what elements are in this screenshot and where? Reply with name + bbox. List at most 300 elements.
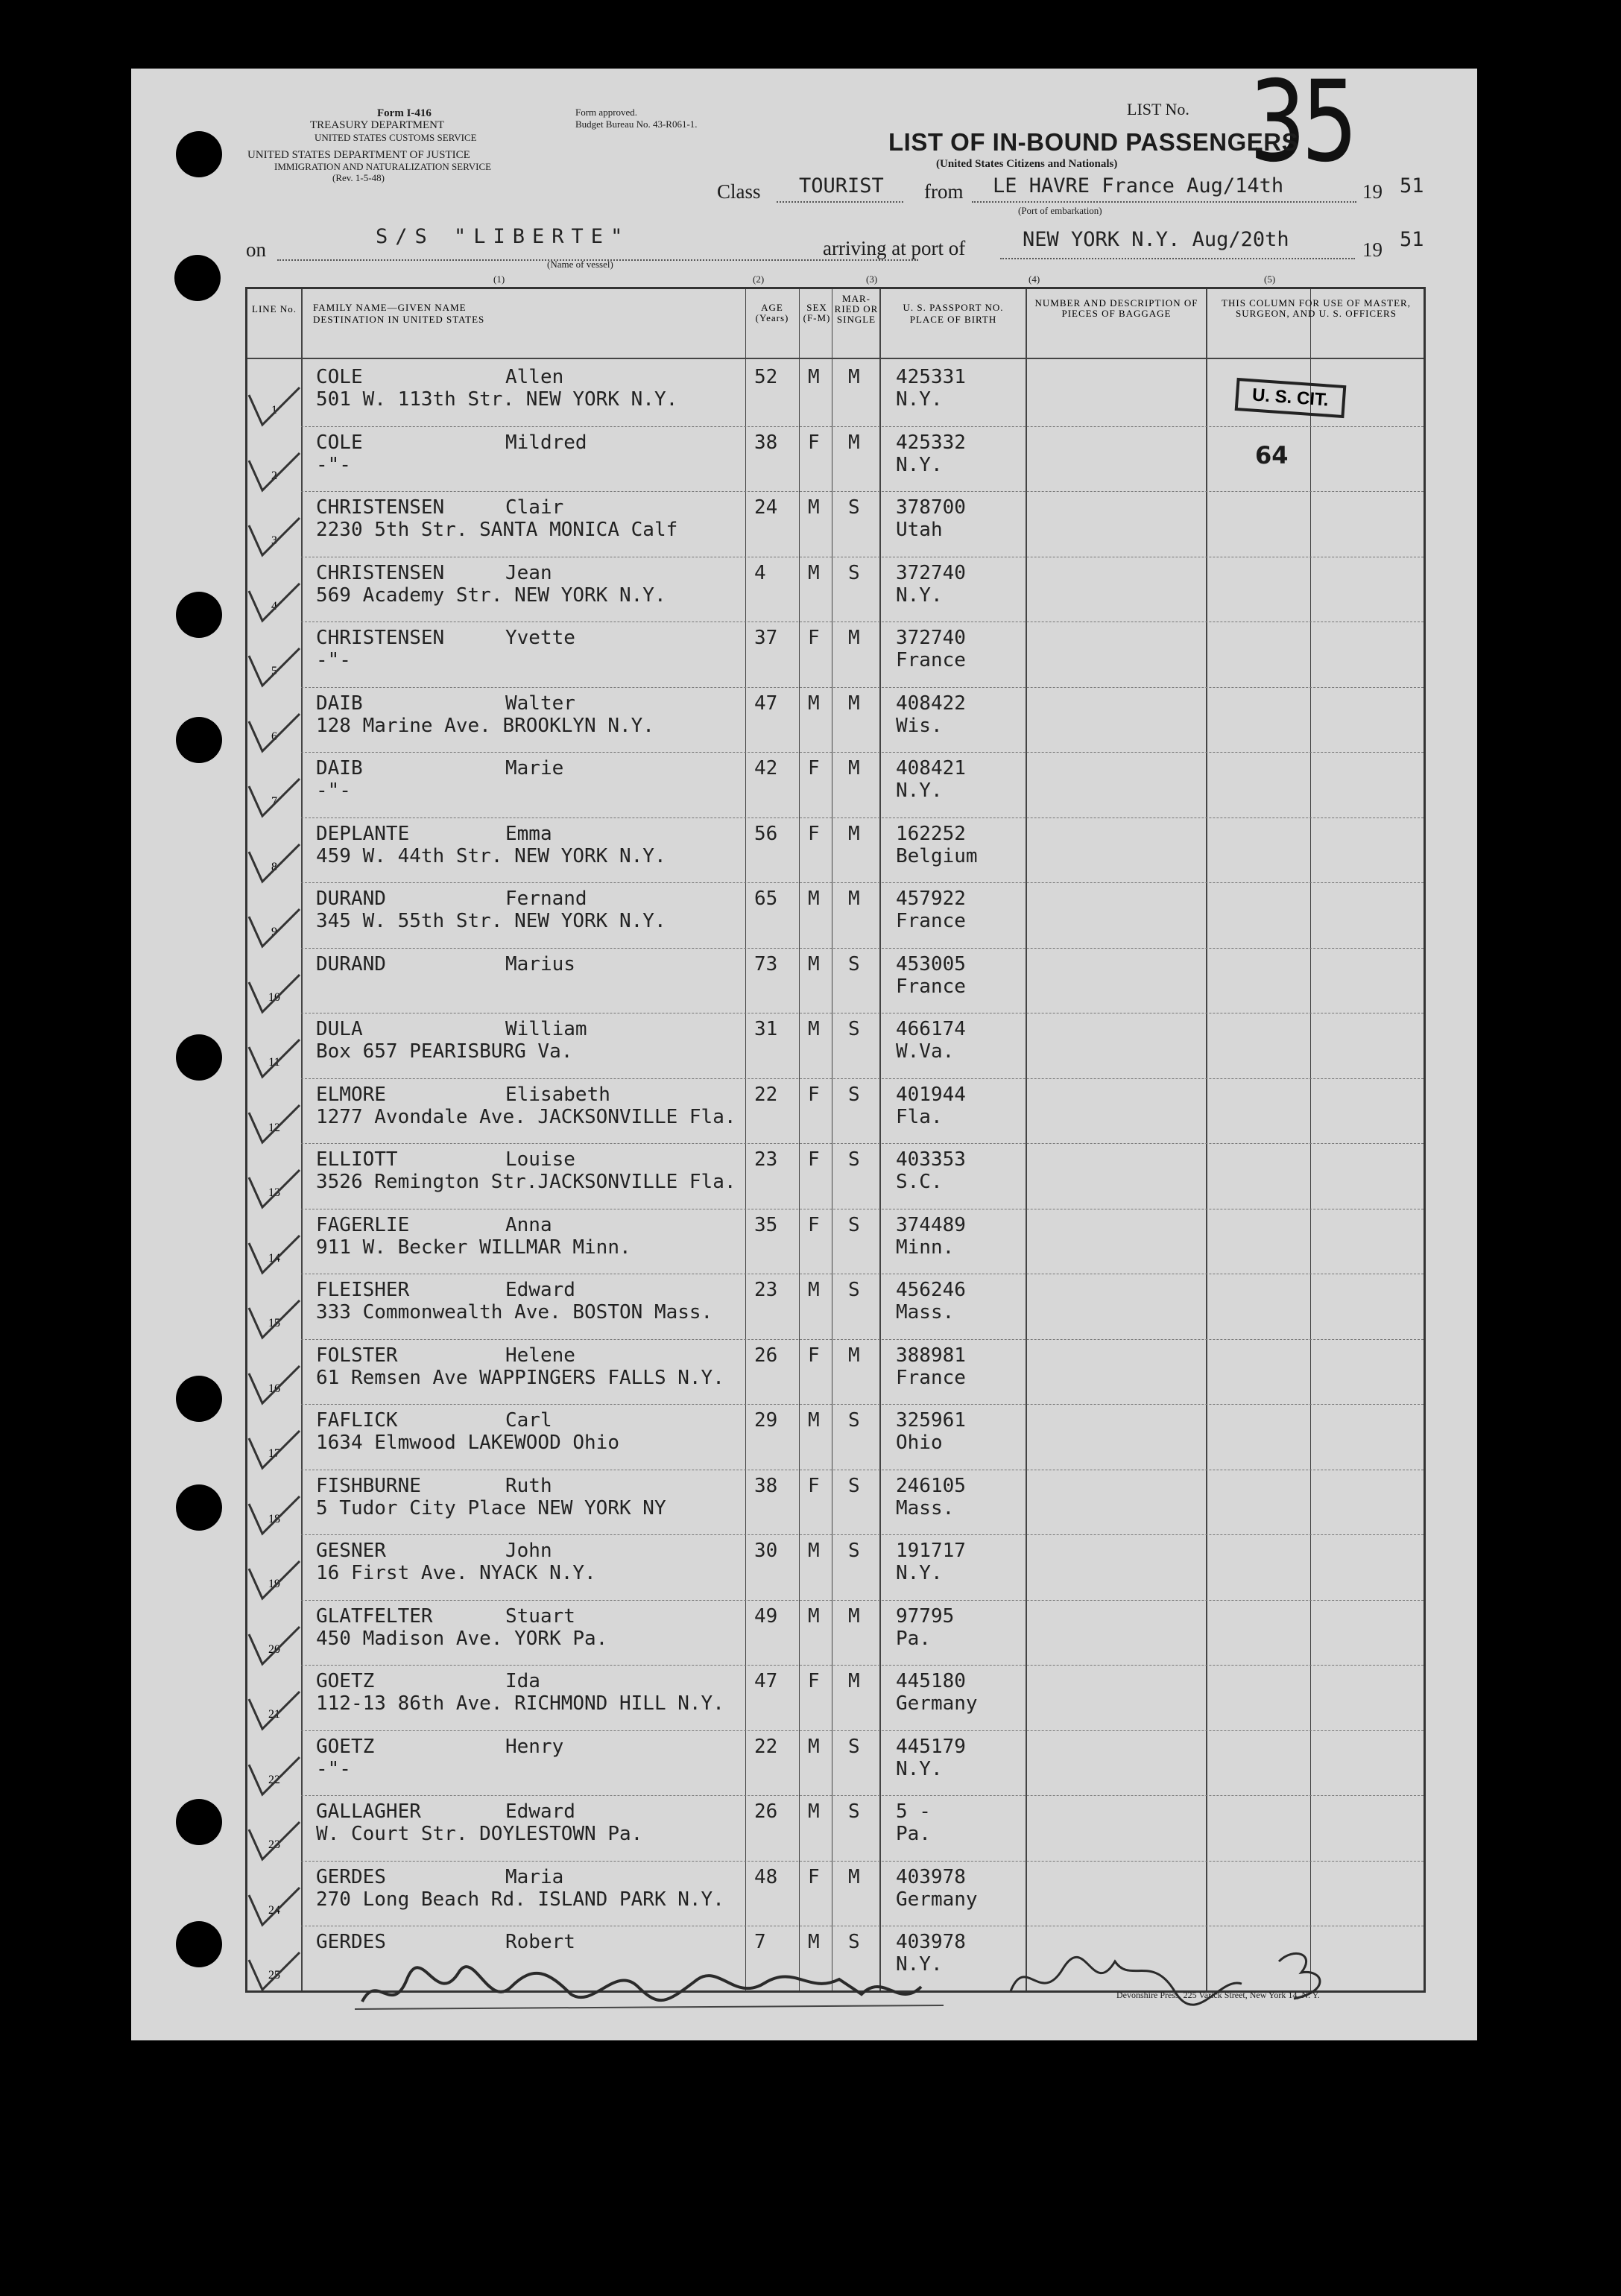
passenger-given: Ida [505, 1670, 540, 1692]
passenger-ms: S [848, 496, 860, 519]
check-mark-icon [243, 699, 303, 759]
passenger-ms: S [848, 1148, 860, 1171]
passenger-ms: M [848, 757, 860, 779]
passenger-birth: France [896, 975, 966, 998]
passenger-given: Robert [505, 1931, 575, 1953]
passenger-dest: 501 W. 113th Str. NEW YORK N.Y. [316, 388, 678, 411]
passenger-birth: N.Y. [896, 779, 943, 802]
line-number: 14 [268, 1251, 280, 1265]
passenger-dest: Box 657 PEARISBURG Va. [316, 1040, 573, 1063]
passenger-given: Carl [505, 1409, 552, 1432]
passenger-family: DULA [316, 1018, 363, 1040]
passenger-sex: M [808, 952, 820, 975]
passenger-dest: 450 Madison Ave. YORK Pa. [316, 1627, 608, 1650]
passenger-family: DURAND [316, 952, 386, 975]
passenger-birth: Wis. [896, 714, 943, 737]
passenger-sex: F [808, 757, 820, 779]
passenger-passport: 408421 [896, 757, 966, 779]
document-subtitle: (United States Citizens and Nationals) [936, 158, 1118, 170]
passenger-age: 42 [754, 757, 778, 779]
binder-hole [176, 131, 222, 177]
passenger-birth: N.Y. [896, 1953, 943, 1976]
col-number-5: (5) [1264, 273, 1276, 285]
check-mark-icon [243, 569, 303, 628]
passenger-ms: S [848, 1018, 860, 1040]
line-number: 17 [268, 1447, 280, 1460]
passenger-table [245, 287, 1426, 1993]
line-number: 25 [268, 1969, 280, 1982]
passenger-passport: 453005 [896, 952, 966, 975]
passenger-passport: 466174 [896, 1018, 966, 1040]
passenger-ms: M [848, 822, 860, 845]
check-mark-icon [243, 503, 303, 563]
passenger-passport: 403978 [896, 1931, 966, 1953]
passenger-given: Anna [505, 1213, 552, 1236]
from-value: LE HAVRE France Aug/14th [993, 174, 1284, 197]
passenger-sex: M [808, 1604, 820, 1628]
check-mark-icon [243, 1285, 303, 1345]
passenger-passport: 425332 [896, 431, 966, 454]
binder-hole [176, 1376, 222, 1422]
passenger-birth: N.Y. [896, 453, 943, 476]
passenger-given: John [505, 1540, 552, 1562]
passenger-sex: M [808, 1540, 820, 1562]
passenger-dest: 459 W. 44th Str. NEW YORK N.Y. [316, 844, 666, 867]
col-head-name: FAMILY NAME—GIVEN NAME [313, 302, 467, 313]
passenger-dest: 3526 Remington Str.JACKSONVILLE Fla. [316, 1171, 736, 1193]
passenger-ms: M [848, 1604, 860, 1628]
passenger-sex: F [808, 1083, 820, 1106]
passenger-family: FAFLICK [316, 1409, 398, 1432]
passenger-given: Stuart [505, 1604, 575, 1628]
passenger-ms: S [848, 1083, 860, 1106]
budget-bureau: Budget Bureau No. 43-R061-1. [575, 118, 698, 130]
passenger-ms: S [848, 1540, 860, 1562]
passenger-sex: M [808, 1931, 820, 1953]
passenger-passport: 456246 [896, 1279, 966, 1301]
passenger-age: 29 [754, 1409, 778, 1432]
passenger-ms: S [848, 1931, 860, 1953]
passenger-passport: 408422 [896, 692, 966, 715]
passenger-birth: Germany [896, 1692, 978, 1715]
passenger-family: GESNER [316, 1540, 386, 1562]
passenger-ms: M [848, 1865, 860, 1888]
passenger-age: 48 [754, 1865, 778, 1888]
passenger-birth: France [896, 1366, 966, 1389]
col-head-birth: PLACE OF BIRTH [909, 314, 997, 325]
passenger-sex: F [808, 1670, 820, 1692]
col-head-destination: DESTINATION IN UNITED STATES [313, 314, 485, 325]
passenger-birth: Germany [896, 1888, 978, 1911]
list-no-label: LIST No. [1127, 100, 1189, 118]
passenger-family: GOETZ [316, 1670, 375, 1692]
binder-hole [174, 255, 221, 301]
check-mark-icon [243, 1938, 303, 1997]
passenger-sex: F [808, 1148, 820, 1171]
document-title: LIST OF IN-BOUND PASSENGERS [888, 128, 1299, 156]
passenger-sex: M [808, 1018, 820, 1040]
col-head-line: LINE No. [252, 303, 297, 314]
check-mark-icon [243, 1416, 303, 1476]
passenger-age: 7 [754, 1931, 766, 1953]
passenger-sex: F [808, 627, 820, 649]
passenger-sex: M [808, 1800, 820, 1823]
passenger-birth: Pa. [896, 1627, 931, 1650]
passenger-dest: 128 Marine Ave. BROOKLYN N.Y. [316, 714, 654, 737]
year-1: 51 [1400, 174, 1424, 197]
line-number: 15 [268, 1317, 280, 1329]
year-2: 51 [1400, 228, 1424, 251]
passenger-dest: 1634 Elmwood LAKEWOOD Ohio [316, 1432, 619, 1454]
passenger-family: CHRISTENSEN [316, 496, 445, 519]
passenger-dest: -"- [316, 649, 351, 671]
check-mark-icon [243, 633, 303, 693]
passenger-birth: N.Y. [896, 1757, 943, 1780]
passenger-dest: -"- [316, 453, 351, 476]
passenger-dest: 61 Remsen Ave WAPPINGERS FALLS N.Y. [316, 1366, 724, 1389]
passenger-passport: 403353 [896, 1148, 966, 1171]
passenger-passport: 372740 [896, 561, 966, 584]
passenger-ms: S [848, 1735, 860, 1758]
passenger-family: GLATFELTER [316, 1604, 433, 1628]
check-mark-icon [243, 1807, 303, 1867]
line-number: 11 [268, 1056, 280, 1069]
passenger-age: 4 [754, 561, 766, 584]
customs-service: UNITED STATES CUSTOMS SERVICE [315, 132, 477, 143]
check-mark-icon [243, 894, 303, 954]
passenger-age: 65 [754, 888, 778, 910]
passenger-birth: Pa. [896, 1823, 931, 1845]
line-number: 9 [271, 926, 277, 938]
form-revision: (Rev. 1-5-48) [332, 172, 385, 183]
passenger-given: Yvette [505, 627, 575, 649]
passenger-family: DAIB [316, 757, 363, 779]
passenger-family: FOLSTER [316, 1344, 398, 1367]
initials-scribble [996, 1939, 1353, 2014]
col-head-married: MAR-RIED OR SINGLE [834, 293, 879, 325]
passenger-given: Edward [505, 1800, 575, 1823]
check-mark-icon [243, 960, 303, 1019]
line-number: 24 [268, 1903, 280, 1917]
passenger-dest: 569 Academy Str. NEW YORK N.Y. [316, 584, 666, 607]
passenger-given: Marius [505, 952, 575, 975]
passenger-age: 35 [754, 1213, 778, 1236]
passenger-sex: M [808, 1279, 820, 1301]
passenger-birth: Fla. [896, 1105, 943, 1128]
line-number: 13 [268, 1186, 280, 1199]
passenger-age: 24 [754, 496, 778, 519]
passenger-sex: F [808, 1474, 820, 1497]
passenger-age: 38 [754, 431, 778, 454]
ins-service: IMMIGRATION AND NATURALIZATION SERVICE [274, 161, 492, 172]
passenger-passport: 378700 [896, 496, 966, 519]
passenger-passport: 5 - [896, 1800, 931, 1823]
binder-hole [176, 717, 222, 763]
passenger-given: Maria [505, 1865, 564, 1888]
passenger-family: CHRISTENSEN [316, 561, 445, 584]
passenger-ms: S [848, 1279, 860, 1301]
passenger-ms: S [848, 1800, 860, 1823]
check-mark-icon [243, 1481, 303, 1541]
passenger-sex: M [808, 1735, 820, 1758]
line-number: 10 [268, 990, 280, 1004]
passenger-birth: Minn. [896, 1236, 955, 1259]
printer-footer: Devonshire Press, 225 Varick Street, New York 14, N. Y. [1116, 1990, 1320, 2000]
line-number: 3 [271, 534, 277, 547]
passenger-birth: N.Y. [896, 584, 943, 607]
passenger-birth: France [896, 649, 966, 671]
passenger-dest: 112-13 86th Ave. RICHMOND HILL N.Y. [316, 1692, 724, 1715]
on-label: on [246, 238, 266, 261]
passenger-ms: S [848, 561, 860, 584]
passenger-given: Edward [505, 1279, 575, 1301]
passenger-ms: S [848, 1474, 860, 1497]
col-head-sex: SEX (F-M) [803, 302, 831, 323]
passenger-age: 49 [754, 1604, 778, 1628]
form-number: Form I-416 [377, 107, 432, 119]
passenger-given: Helene [505, 1344, 575, 1367]
check-mark-icon [243, 1677, 303, 1736]
form-approved: Form approved. [575, 107, 638, 118]
line-number: 2 [271, 469, 277, 482]
passenger-given: Henry [505, 1735, 564, 1758]
line-number: 4 [271, 599, 277, 613]
col-head-baggage: NUMBER AND DESCRIPTION OF PIECES OF BAGGAGE [1034, 297, 1198, 319]
officer-note: 64 [1255, 441, 1289, 469]
binder-hole [176, 1799, 222, 1845]
arriving-label: arriving at port of [823, 237, 966, 259]
passenger-passport: 457922 [896, 888, 966, 910]
passenger-passport: 374489 [896, 1213, 966, 1236]
line-number: 20 [268, 1642, 280, 1656]
check-mark-icon [243, 1155, 303, 1215]
passenger-passport: 445179 [896, 1735, 966, 1758]
passenger-sex: M [808, 888, 820, 910]
passenger-age: 47 [754, 692, 778, 715]
passenger-birth: Ohio [896, 1432, 943, 1454]
year-prefix-2: 19 [1362, 238, 1383, 261]
passenger-dest: 2230 5th Str. SANTA MONICA Calf [316, 519, 678, 541]
passenger-dest: 270 Long Beach Rd. ISLAND PARK N.Y. [316, 1888, 724, 1911]
line-number: 8 [271, 860, 277, 873]
list-number-handwritten: 35 [1249, 57, 1353, 187]
passenger-ms: S [848, 1409, 860, 1432]
check-mark-icon [243, 1742, 303, 1802]
binder-hole [176, 592, 222, 638]
passenger-ms: M [848, 888, 860, 910]
passenger-sex: M [808, 561, 820, 584]
vessel-name: S/S "LIBERTE" [376, 225, 631, 248]
check-mark-icon [243, 1351, 303, 1411]
passenger-passport: 445180 [896, 1670, 966, 1692]
line-number: 19 [268, 1578, 280, 1590]
passenger-age: 22 [754, 1735, 778, 1758]
col-number-4: (4) [1028, 273, 1040, 285]
passenger-given: William [505, 1018, 587, 1040]
passenger-family: ELLIOTT [316, 1148, 398, 1171]
binder-hole [176, 1484, 222, 1531]
treasury-dept: TREASURY DEPARTMENT [310, 119, 445, 131]
passenger-birth: France [896, 910, 966, 932]
passenger-family: DEPLANTE [316, 822, 410, 845]
passenger-passport: 425331 [896, 366, 966, 388]
line-number: 21 [268, 1708, 280, 1721]
passenger-dest: 345 W. 55th Str. NEW YORK N.Y. [316, 910, 666, 932]
col-head-officers: THIS COLUMN FOR USE OF MASTER, SURGEON, AND U. S. OFFICERS [1222, 297, 1411, 319]
check-mark-icon [243, 1025, 303, 1084]
passenger-sex: F [808, 822, 820, 845]
check-mark-icon [243, 1090, 303, 1150]
arriving-value: NEW YORK N.Y. Aug/20th [1023, 228, 1289, 251]
class-value: TOURIST [799, 174, 884, 197]
passenger-birth: Mass. [896, 1301, 955, 1323]
passenger-ms: S [848, 952, 860, 975]
col-head-age: AGE (Years) [755, 302, 789, 323]
passenger-given: Jean [505, 561, 552, 584]
passenger-passport: 97795 [896, 1604, 955, 1628]
check-mark-icon [243, 1612, 303, 1672]
col-head-passport: U. S. PASSPORT NO. [903, 302, 1004, 313]
officer-signature [347, 1942, 1033, 2024]
passenger-age: 22 [754, 1083, 778, 1106]
passenger-family: GALLAGHER [316, 1800, 421, 1823]
passenger-given: Walter [505, 692, 575, 715]
line-number: 7 [271, 795, 277, 808]
passenger-passport: 403978 [896, 1865, 966, 1888]
passenger-ms: M [848, 431, 860, 454]
passenger-birth: Utah [896, 519, 943, 541]
passenger-ms: M [848, 1670, 860, 1692]
passenger-birth: N.Y. [896, 388, 943, 411]
passenger-sex: F [808, 431, 820, 454]
check-mark-icon [243, 438, 303, 498]
check-mark-icon [243, 764, 303, 823]
passenger-dest: 16 First Ave. NYACK N.Y. [316, 1562, 596, 1584]
passenger-age: 56 [754, 822, 778, 845]
line-number: 16 [268, 1382, 280, 1395]
justice-dept: UNITED STATES DEPARTMENT OF JUSTICE [247, 149, 470, 161]
passenger-passport: 325961 [896, 1409, 966, 1432]
passenger-birth: Mass. [896, 1496, 955, 1519]
line-number: 22 [268, 1773, 280, 1786]
passenger-age: 38 [754, 1474, 778, 1497]
passenger-passport: 372740 [896, 627, 966, 649]
passenger-given: Ruth [505, 1474, 552, 1497]
passenger-age: 26 [754, 1344, 778, 1367]
passenger-age: 73 [754, 952, 778, 975]
passenger-sex: F [808, 1865, 820, 1888]
passenger-ms: M [848, 1344, 860, 1367]
col-number-1: (1) [493, 273, 505, 285]
passenger-given: Louise [505, 1148, 575, 1171]
passenger-dest: 911 W. Becker WILLMAR Minn. [316, 1236, 631, 1259]
passenger-dest: -"- [316, 779, 351, 802]
passenger-family: GOETZ [316, 1735, 375, 1758]
passenger-sex: M [808, 366, 820, 388]
check-mark-icon [243, 1873, 303, 1932]
line-number: 6 [271, 730, 277, 743]
passenger-dest: -"- [316, 1757, 351, 1780]
passenger-given: Clair [505, 496, 564, 519]
passenger-family: FAGERLIE [316, 1213, 410, 1236]
passenger-sex: M [808, 692, 820, 715]
passenger-sex: M [808, 496, 820, 519]
line-number: 12 [268, 1121, 280, 1134]
passenger-age: 26 [754, 1800, 778, 1823]
passenger-given: Mildred [505, 431, 587, 454]
passenger-dest: W. Court Str. DOYLESTOWN Pa. [316, 1823, 643, 1845]
passenger-given: Fernand [505, 888, 587, 910]
passenger-ms: M [848, 366, 860, 388]
line-number: 23 [268, 1838, 280, 1851]
passenger-age: 52 [754, 366, 778, 388]
check-mark-icon [243, 1546, 303, 1606]
passenger-birth: N.Y. [896, 1562, 943, 1584]
binder-hole [176, 1034, 222, 1081]
passenger-dest: 1277 Avondale Ave. JACKSONVILLE Fla. [316, 1105, 736, 1128]
passenger-passport: 401944 [896, 1083, 966, 1106]
check-mark-icon [243, 373, 303, 432]
passenger-passport: 388981 [896, 1344, 966, 1367]
passenger-family: FLEISHER [316, 1279, 410, 1301]
col-number-3: (3) [866, 273, 878, 285]
passenger-age: 47 [754, 1670, 778, 1692]
line-number: 1 [271, 404, 277, 417]
line-number: 5 [271, 665, 277, 677]
passenger-ms: S [848, 1213, 860, 1236]
year-prefix-1: 19 [1362, 180, 1383, 203]
passenger-dest: 333 Commonwealth Ave. BOSTON Mass. [316, 1301, 713, 1323]
passenger-given: Allen [505, 366, 564, 388]
passenger-family: CHRISTENSEN [316, 627, 445, 649]
passenger-sex: M [808, 1409, 820, 1432]
passenger-sex: F [808, 1344, 820, 1367]
passenger-ms: M [848, 627, 860, 649]
passenger-passport: 162252 [896, 822, 966, 845]
passenger-family: DAIB [316, 692, 363, 715]
passenger-dest: 5 Tudor City Place NEW YORK NY [316, 1496, 666, 1519]
passenger-family: ELMORE [316, 1083, 386, 1106]
check-mark-icon [243, 1221, 303, 1280]
passenger-age: 23 [754, 1148, 778, 1171]
passenger-age: 23 [754, 1279, 778, 1301]
passenger-family: COLE [316, 366, 363, 388]
passenger-given: Emma [505, 822, 552, 845]
line-number: 18 [268, 1512, 280, 1525]
class-label: Class [717, 180, 761, 203]
passenger-family: GERDES [316, 1865, 386, 1888]
passenger-age: 30 [754, 1540, 778, 1562]
document-page [131, 57, 1477, 2040]
passenger-given: Marie [505, 757, 564, 779]
passenger-family: COLE [316, 431, 363, 454]
passenger-birth: W.Va. [896, 1040, 955, 1063]
passenger-passport: 191717 [896, 1540, 966, 1562]
from-label: from [924, 180, 964, 203]
passenger-sex: F [808, 1213, 820, 1236]
check-mark-icon [243, 829, 303, 889]
passenger-age: 31 [754, 1018, 778, 1040]
passenger-given: Elisabeth [505, 1083, 610, 1106]
passenger-family: GERDES [316, 1931, 386, 1953]
binder-hole [176, 1921, 222, 1967]
col-number-2: (2) [753, 273, 765, 285]
us-citizen-stamp: U. S. CIT. [1235, 378, 1346, 418]
vessel-label: (Name of vessel) [547, 259, 613, 270]
passenger-birth: S.C. [896, 1171, 943, 1193]
passenger-age: 37 [754, 627, 778, 649]
passenger-family: FISHBURNE [316, 1474, 421, 1497]
